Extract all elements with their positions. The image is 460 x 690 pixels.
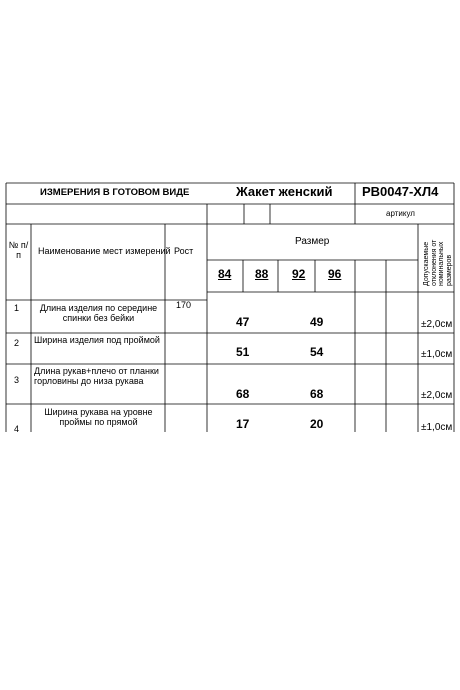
row-4-name: Ширина рукава на уровне проймы по прямой	[44, 407, 153, 428]
row-2-value-a: 51	[236, 345, 250, 359]
row-4-num: 4	[14, 424, 20, 434]
row-1-value-a: 47	[236, 315, 250, 329]
row-4-tolerance: ±1,0см	[421, 422, 453, 433]
size-96: 96	[328, 267, 342, 281]
col-height-header: Рост	[174, 246, 194, 256]
row-1-height: 170	[176, 300, 192, 310]
row-3-value-b: 68	[310, 387, 324, 401]
col-size-header: Размер	[295, 236, 330, 247]
product-title: Жакет женский	[236, 184, 333, 199]
row-1-name: Длина изделия по середине спинки без бейки	[39, 303, 158, 324]
row-2-num: 2	[14, 338, 20, 348]
row-4-value-b: 20	[310, 417, 324, 431]
row-3-value-a: 68	[236, 387, 250, 401]
header-left-title: ИЗМЕРЕНИЯ В ГОТОВОМ ВИДЕ	[40, 187, 190, 198]
row-2-name: Ширина изделия под проймой	[34, 335, 160, 345]
size-92: 92	[292, 267, 306, 281]
row-2-value-b: 54	[310, 345, 324, 359]
row-2-tolerance: ±1,0см	[421, 349, 453, 360]
row-1-tolerance: ±2,0см	[421, 319, 453, 330]
row-1-value-b: 49	[310, 315, 324, 329]
size-88: 88	[255, 267, 269, 281]
row-3-name: Длина рукав+плечо от планки горловины до низа рукава	[34, 366, 159, 387]
row-3-num: 3	[14, 375, 20, 385]
row-3-tolerance: ±2,0см	[421, 390, 453, 401]
product-code: РВ0047-ХЛ4	[362, 184, 439, 199]
row-4-value-a: 17	[236, 417, 250, 431]
row-1-num: 1	[14, 303, 20, 313]
article-label: артикул	[386, 209, 415, 218]
col-tolerance-header: Допускаемые отклонения от номинальных размеров	[423, 239, 454, 286]
col-name-header: Наименование мест измерений	[38, 246, 171, 256]
col-num-header: № п/п	[8, 240, 29, 261]
size-84: 84	[218, 267, 232, 281]
